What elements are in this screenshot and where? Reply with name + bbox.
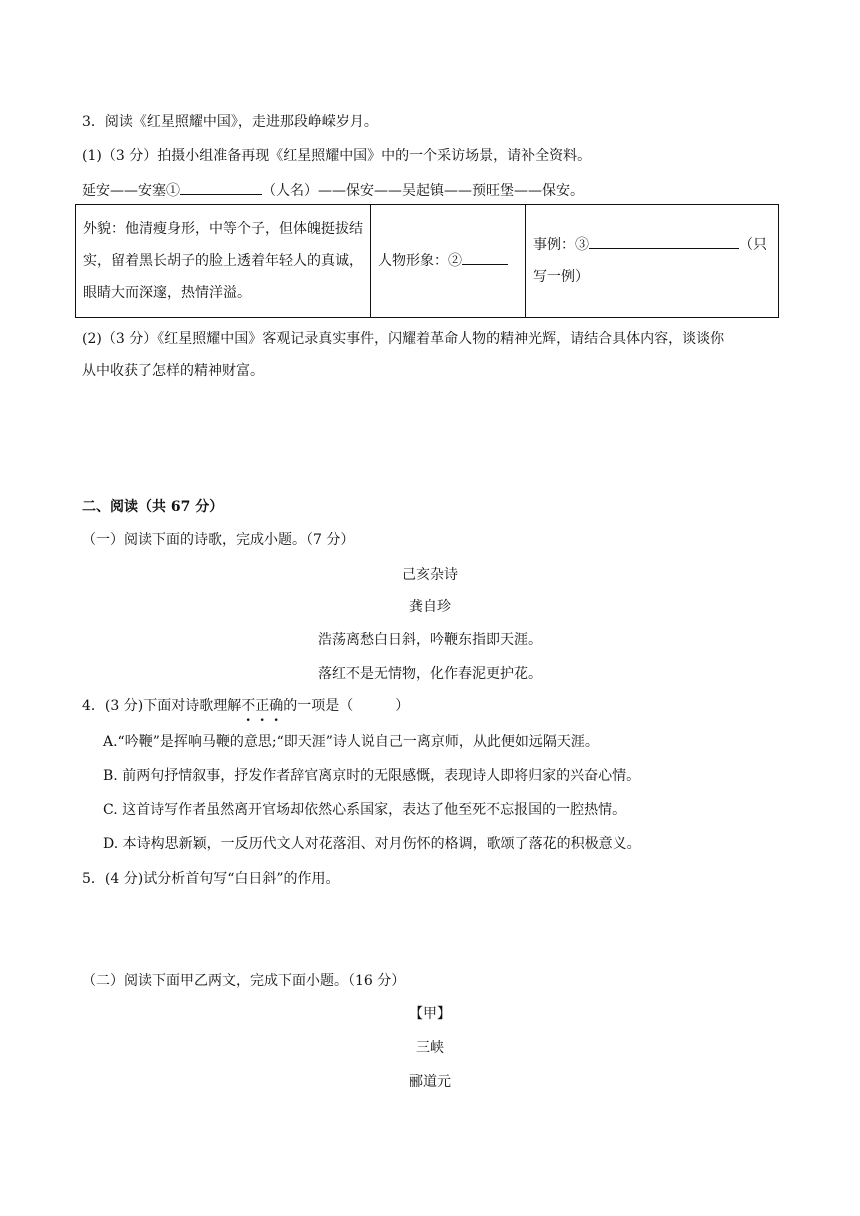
image-label: 人物形象：② [378,253,462,269]
route-end: （人名）——保安——吴起镇——预旺堡——保安。 [262,183,584,199]
poem-line-2: 落红不是无情物，化作春泥更护花。 [318,666,542,682]
q3-sub2-line2: 从中收获了怎样的精神财富。 [82,363,264,379]
emph-char: 正 [255,698,270,714]
example-note: （只写一例） [533,237,767,285]
q4-stem-start: 4．(3 分)下面对诗歌理解 [82,698,242,714]
q3-sub1: (1)（3 分）拍摄小组准备再现《红星照耀中国》中的一个采访场景，请补全资料。 [82,148,592,164]
info-table [75,204,779,318]
appearance-cell: 外貌：他清瘦身形，中等个子，但体魄挺拔结实，留着黑长胡子的脸上透着年轻人的真诚，眼睛大而深邃，热情洋溢。 [76,205,371,318]
q4-option-b: B. 前两句抒情叙事，抒发作者辞官离京时的无限感慨，表现诗人即将归家的兴奋心情。 [103,768,641,784]
text-title: 三峡 [416,1040,444,1056]
poem-title: 己亥杂诗 [402,567,458,583]
route-start: 延安——安塞① [82,183,180,199]
q4-stem [82,696,409,716]
q3-route [82,180,584,201]
text-label: 【甲】 [409,1006,451,1022]
emph-char: 确 [269,698,284,714]
q4-option-c: C. 这首诗写作者虽然离开官场却依然心系国家，表达了他至死不忘报国的一腔热情。 [103,802,627,818]
q5-stem: 5．(4 分)试分析首句写“白日斜”的作用。 [82,871,340,887]
text-author: 郦道元 [409,1074,451,1090]
part2-intro: （二）阅读下面甲乙两文，完成下面小题。（16 分） [82,973,406,989]
example-cell [526,205,779,318]
q3-sub2-line1: (2)（3 分）《红星照耀中国》客观记录真实事件，闪耀着革命人物的精神光辉，请结合具体内容，谈谈你 [82,331,725,347]
section-heading: 二、阅读（共 67 分） [82,499,224,515]
emph-char: 不 [241,698,256,714]
image-cell [371,205,526,318]
part1-intro: （一）阅读下面的诗歌，完成小题。（7 分） [82,532,355,548]
answer-blank-2[interactable] [462,250,508,265]
example-label: 事例：③ [533,237,589,253]
answer-blank-1[interactable] [180,180,262,195]
q4-option-a: A.“吟鞭”是挥响马鞭的意思;“即天涯”诗人说自己一离京师，从此便如远隔天涯。 [103,734,599,750]
poem-line-1: 浩荡离愁白日斜，吟鞭东指即天涯。 [318,632,542,648]
q4-option-d: D. 本诗构思新颖，一反历代文人对花落泪、对月伤怀的格调，歌颂了落花的积极意义。 [103,836,641,852]
q4-stem-end: 的一项是（ ） [283,698,410,714]
q3-intro: 3．阅读《红星照耀中国》，走进那段峥嵘岁月。 [82,114,378,130]
poem-author: 龚自珍 [409,599,451,615]
answer-blank-3[interactable] [589,234,739,249]
